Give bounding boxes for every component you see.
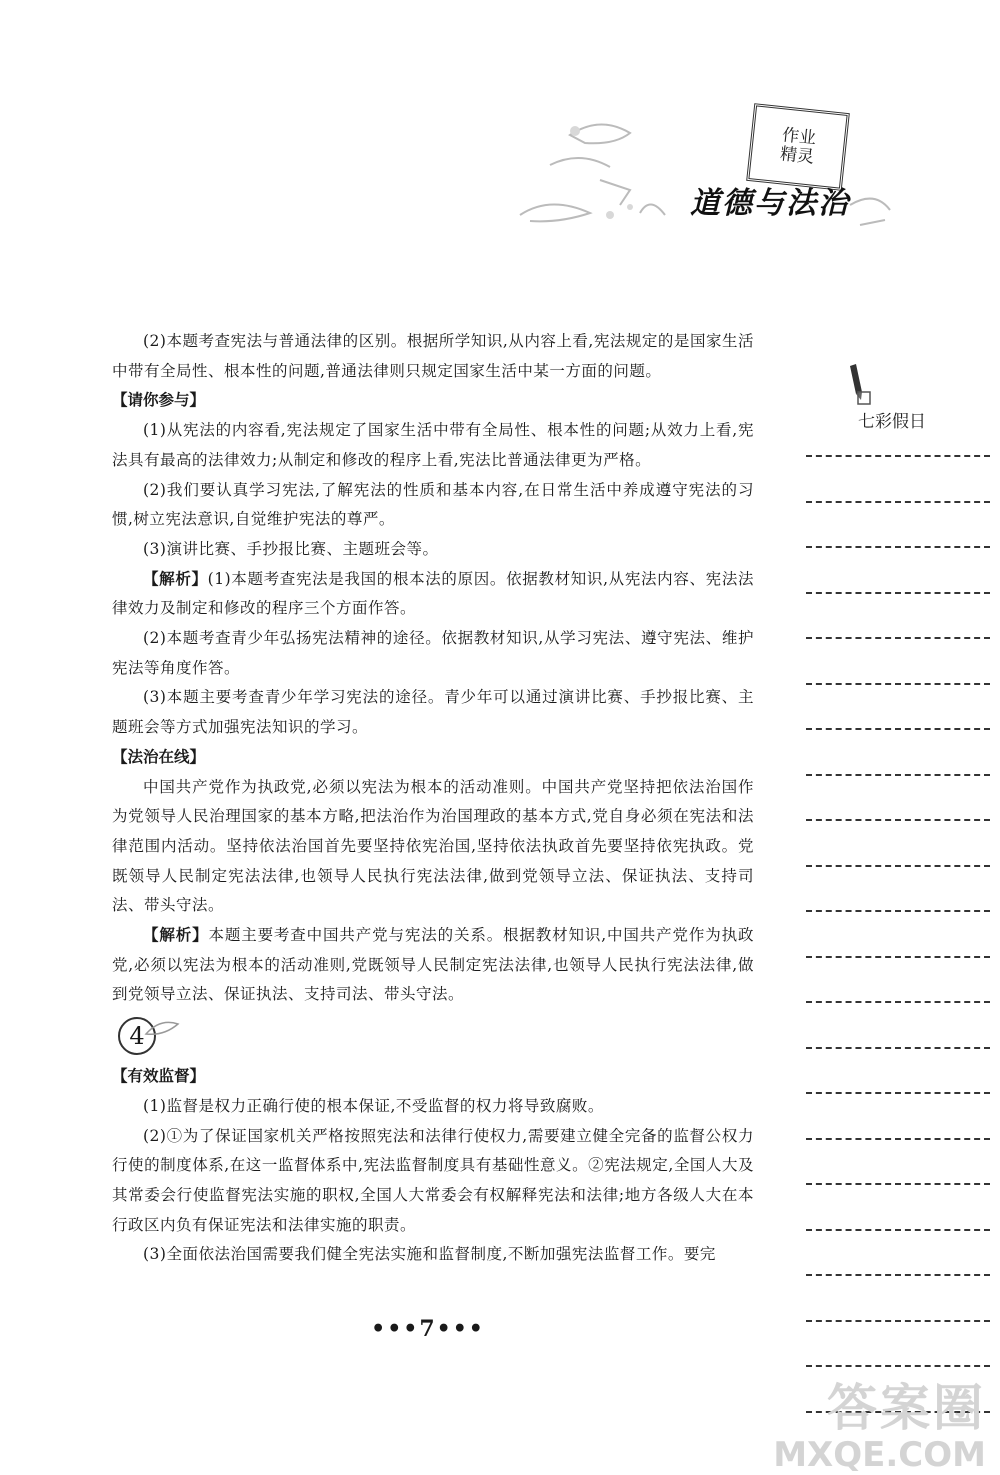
subject-title: 道德与法治	[690, 186, 850, 221]
sidebar-title: 七彩假日	[858, 412, 926, 432]
note-line	[806, 592, 990, 594]
paragraph: (2)①为了保证国家机关严格按照宪法和法律行使权力,需要建立健全完备的监督公权力行使的制度体系,在这一监督体系中,宪法监督制度具有基础性意义。②宪法规定,全国人大及其常委会行使监督宪法实施的职权,全国人大常委会有权解释宪法和法律;地方各级人大在本行政区内负有保证宪法和法律实施的职责。	[112, 1126, 754, 1234]
analysis-text: 本题主要考查中国共产党与宪法的关系。根据教材知识,中国共产党作为执政党,必须以宪法为根本的活动准则,党既领导人民制定宪法法律,也领导人民执行宪法法律,做到党领导立法、保证执法、支持司法、带头守法。	[112, 926, 754, 1004]
page-number: •••7•••	[371, 1316, 485, 1342]
paragraph: (2)本题考查宪法与普通法律的区别。根据所学知识,从内容上看,宪法规定的是国家生活中带有全局性、根本性的问题,普通法律则只规定国家生活中某一方面的问题。	[112, 332, 755, 380]
note-line	[806, 1183, 990, 1185]
section-title: 【有效监督】	[112, 1067, 206, 1086]
note-line	[806, 683, 990, 685]
pen-icon	[844, 362, 872, 408]
analysis-text: (1)本题考查宪法是我国的根本法的原因。依据教材知识,从宪法内容、宪法法律效力及制定和修改的程序三个方面作答。	[112, 569, 754, 618]
note-line	[806, 637, 990, 639]
analysis-tag: 【解析】	[143, 926, 209, 945]
analysis-paragraph	[112, 565, 754, 624]
note-line	[806, 1229, 990, 1231]
watermark-logo-text: 答案圈	[827, 1379, 986, 1437]
section-title: 【请你参与】	[112, 391, 206, 410]
section-title: 【法治在线】	[112, 747, 206, 766]
paragraph: (3)本题主要考查青少年学习宪法的途径。青少年可以通过演讲比赛、手抄报比赛、主题班会等方式加强宪法知识的学习。	[112, 688, 754, 737]
watermark-url: MXQE.COM	[773, 1435, 986, 1475]
note-line	[806, 1047, 990, 1049]
note-line	[806, 910, 990, 912]
stamp-text-2: 精灵	[779, 144, 816, 168]
note-line	[806, 819, 990, 821]
note-line	[806, 546, 990, 548]
paragraph: (3)演讲比赛、手抄报比赛、主题班会等。	[143, 539, 439, 558]
section-number-badge: 4	[118, 1017, 156, 1055]
note-line	[806, 1138, 990, 1140]
note-line	[806, 1274, 990, 1276]
note-line	[806, 455, 990, 457]
leaf-ornament-icon	[142, 1014, 182, 1044]
paragraph: (1)从宪法的内容看,宪法规定了国家生活中带有全局性、根本性的问题;从效力上看,宪法具有最高的法律效力;从制定和修改的程序上看,宪法比普通法律更为严格。	[112, 421, 754, 469]
paragraph: (2)本题考查青少年弘扬宪法精神的途径。依据教材知识,从学习宪法、遵守宪法、维护宪法等角度作答。	[112, 629, 754, 677]
note-line	[806, 501, 990, 503]
paragraph: 中国共产党作为执政党,必须以宪法为根本的活动准则。中国共产党坚持把依法治国作为党领导人民治理国家的基本方略,把法治作为治国理政的基本方式,党自身必须在宪法和法律范围内活动。坚持依法治国首先要坚持依宪治国,坚持依法执政首先要坚持依宪执政。党既领导人民制定宪法法律,也领导人民执行宪法法律,做到党领导立法、保证执法、支持司法、带头守法。	[112, 777, 754, 915]
watermark	[773, 1380, 986, 1474]
note-line	[806, 865, 990, 867]
analysis-paragraph	[112, 921, 754, 1010]
section-number-row	[112, 1010, 754, 1062]
paragraph: (3)全面依法治国需要我们健全宪法实施和监督制度,不断加强宪法监督工作。要完	[143, 1245, 716, 1264]
analysis-tag: 【解析】	[143, 569, 208, 588]
note-line	[806, 728, 990, 730]
stamp-text-1: 作业	[781, 125, 817, 149]
note-line	[806, 1365, 990, 1367]
paragraph: (1)监督是权力正确行使的根本保证,不受监督的权力将导致腐败。	[143, 1096, 604, 1115]
paragraph: (2)我们要认真学习宪法,了解宪法的性质和基本内容,在日常生活中养成遵守宪法的习惯,树立宪法意识,自觉维护宪法的尊严。	[112, 480, 754, 529]
note-line	[806, 956, 990, 958]
note-line	[806, 1001, 990, 1003]
note-line	[806, 774, 990, 776]
note-line	[806, 1092, 990, 1094]
main-content	[112, 327, 754, 1270]
